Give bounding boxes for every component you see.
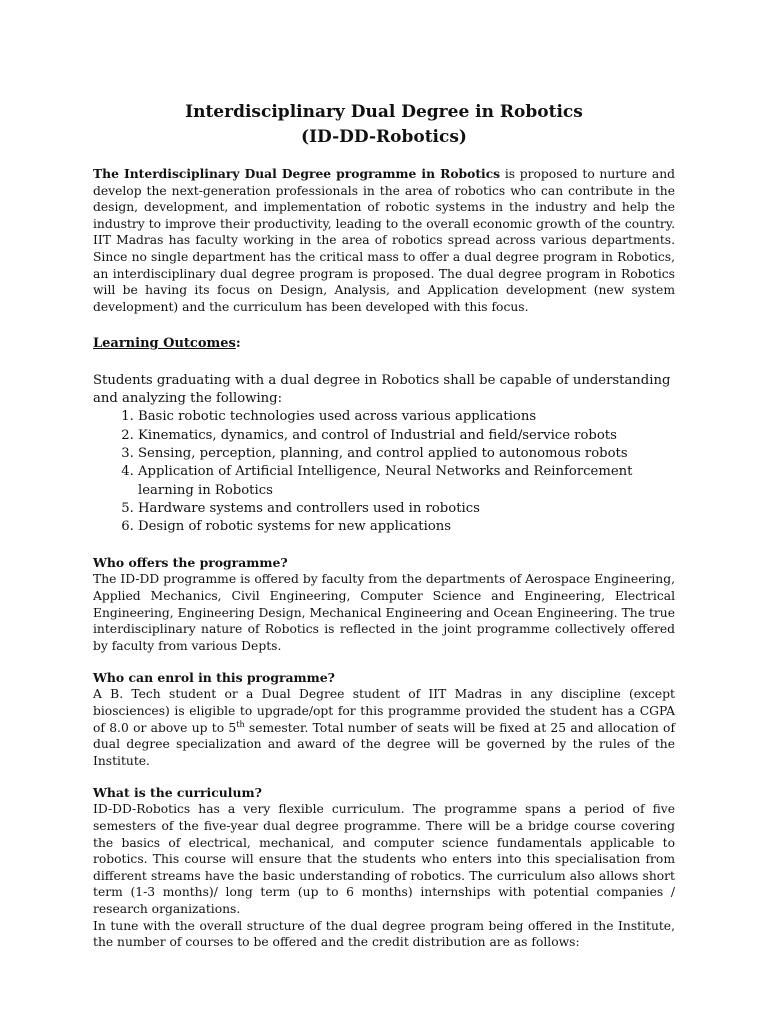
list-item: 6. Design of robotic systems for new applications [138, 518, 675, 536]
title-block [93, 100, 675, 150]
intro-text: is proposed to nurture and develop the next-generation professionals in the area of robotics who can contribute in the design, development, and implementation of robotic systems in the industry and help the industry to improve their productivity, leading to the overall economic growth of the country. IIT Madras has faculty working in the area of robotics spread across various departments. Since no single department has the critical mass to offer a dual degree program in Robotics, an interdisciplinary dual degree program is proposed. The dual degree program in Robotics will be having its focus on Design, Analysis, and Application development (new system development) and the curriculum has been developed with this focus. [93, 167, 675, 314]
list-item: 5. Hardware systems and controllers used in robotics [138, 500, 675, 518]
list-item: 2. Kinematics, dynamics, and control of Industrial and field/service robots [138, 427, 675, 445]
list-item: 3. Sensing, perception, planning, and control applied to autonomous robots [138, 445, 675, 463]
learning-outcomes-list [93, 408, 675, 536]
document-title: Interdisciplinary Dual Degree in Robotics [185, 102, 583, 122]
learning-outcomes-intro: Students graduating with a dual degree in Robotics shall be capable of understanding and analyzing the following: [93, 373, 671, 407]
who-enrol-paragraph [93, 686, 675, 769]
curriculum-heading: What is the curriculum? [93, 785, 262, 801]
intro-bold-lead: The Interdisciplinary Dual Degree programme in Robotics [93, 166, 501, 181]
intro-paragraph [93, 166, 675, 315]
document-subtitle: (ID-DD-Robotics) [301, 127, 467, 147]
learning-outcomes-heading-colon: : [235, 336, 241, 352]
who-offers-heading: Who offers the programme? [93, 555, 288, 571]
who-enrol-heading: Who can enrol in this programme? [93, 670, 335, 686]
who-enrol-text-after: semester. Total number of seats will be fixed at 25 and allocation of dual degree specialization and award of the degree will be governed by the rules of the Institute. [93, 720, 675, 768]
document-page [93, 100, 675, 951]
learning-outcomes-heading [93, 335, 675, 353]
learning-outcomes-heading-text: Learning Outcomes [93, 336, 236, 352]
list-item: 1. Basic robotic technologies used across various applications [138, 408, 675, 426]
list-item: 4. Application of Artificial Intelligence, Neural Networks and Reinforcement learning in Robotics [138, 463, 675, 500]
who-enrol-text-before: A B. Tech student or a Dual Degree student of IIT Madras in any discipline (except biosciences) is eligible to upgrade/opt for this programme provided the student has a CGPA of 8.0 or above up to 5 [93, 687, 675, 735]
curriculum-paragraph-2: In tune with the overall structure of the dual degree program being offered in the Institute, the number of courses to be offered and the credit distribution are as follows: [93, 918, 675, 950]
who-enrol-superscript: th [236, 719, 245, 729]
curriculum-paragraph-1: ID-DD-Robotics has a very flexible curriculum. The programme spans a period of five semesters of the five-year dual degree programme. There will be a bridge course covering the basics of electrical, mechanical, and computer science fundamentals applicable to robotics. This course will ensure that the students who enters into this specialisation from different streams have the basic understanding of robotics. The curriculum also allows short term (1-3 months)/ long term (up to 6 months) internships with potential companies / research organizations. [93, 802, 675, 916]
who-offers-paragraph: The ID-DD programme is offered by faculty from the departments of Aerospace Engineering, Applied Mechanics, Civil Engineering, Computer Science and Engineering, Electrical Engineering, Engineering Design, Mechanical Engineering and Ocean Engineering. The true interdisciplinary nature of Robotics is reflected in the joint programme collectively offered by faculty from various Depts. [93, 572, 675, 653]
